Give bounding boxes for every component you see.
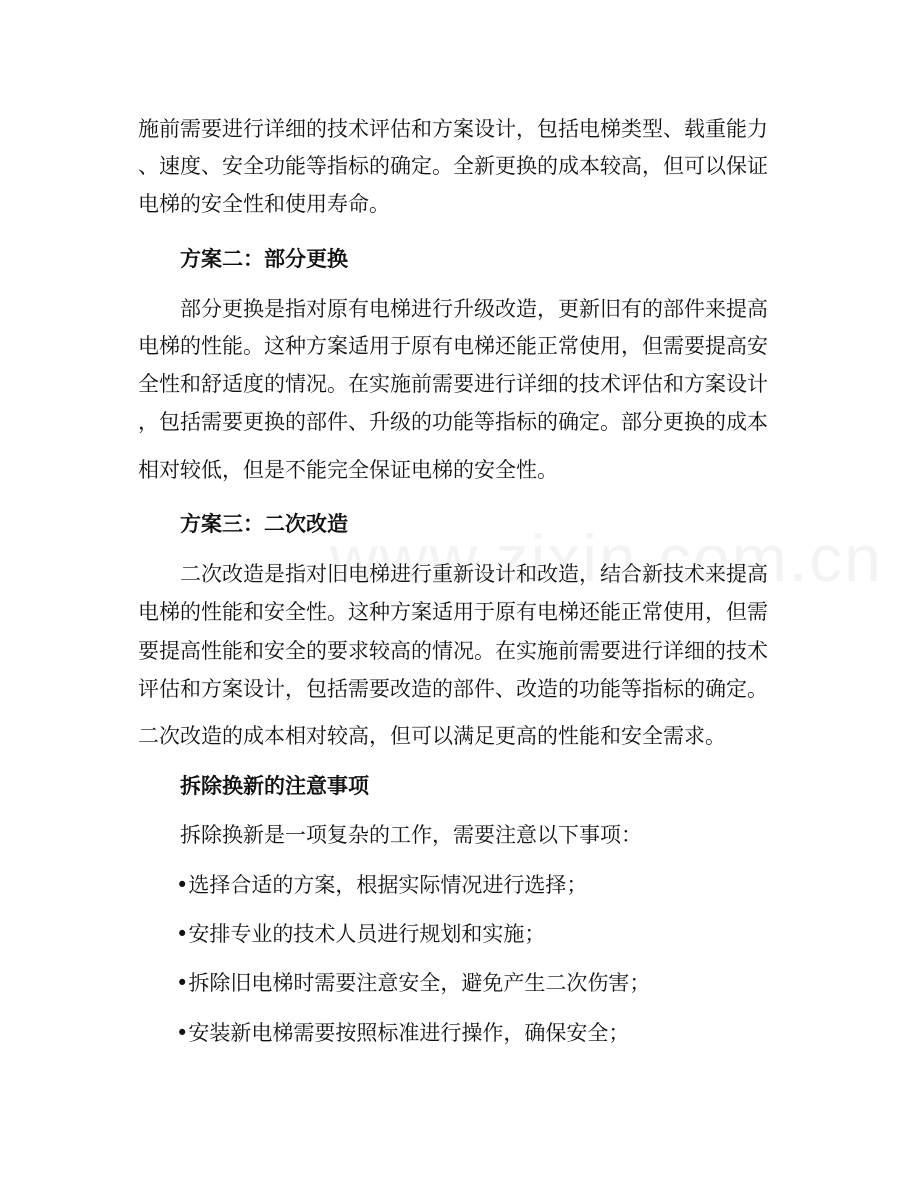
paragraph-line: 、速度、安全功能等指标的确定。全新更换的成本较高，但可以保证: [138, 154, 768, 178]
bullet-item: •选择合适的方案，根据实际情况进行选择；: [176, 873, 588, 897]
bullet-item: •拆除旧电梯时需要注意安全，避免产生二次伤害；: [176, 971, 651, 995]
paragraph-line: 电梯的性能和安全性。这种方案适用于原有电梯还能正常使用，但需: [138, 600, 768, 624]
paragraph-line: 电梯的安全性和使用寿命。: [138, 192, 390, 216]
paragraph-line: 二次改造是指对旧电梯进行重新设计和改造，结合新技术来提高: [180, 562, 768, 586]
section-heading-plan-three: 方案三：二次改造: [180, 512, 348, 536]
paragraph-line: ，包括需要更换的部件、升级的功能等指标的确定。部分更换的成本: [138, 410, 768, 434]
paragraph-line: 部分更换是指对原有电梯进行升级改造，更新旧有的部件来提高: [180, 297, 768, 321]
section-heading-plan-two: 方案二：部分更换: [180, 247, 348, 271]
paragraph-line: 施前需要进行详细的技术评估和方案设计，包括电梯类型、载重能力: [138, 117, 768, 141]
bullet-item: •安排专业的技术人员进行规划和实施；: [176, 922, 546, 946]
paragraph-line: 相对较低，但是不能完全保证电梯的安全性。: [138, 458, 558, 482]
paragraph-line: 评估和方案设计，包括需要改造的部件、改造的功能等指标的确定。: [138, 677, 768, 701]
paragraph-line: 拆除换新是一项复杂的工作，需要注意以下事项：: [180, 823, 642, 847]
paragraph-line: 二次改造的成本相对较高，但可以满足更高的性能和安全需求。: [138, 724, 726, 748]
paragraph-line: 电梯的性能。这种方案适用于原有电梯还能正常使用，但需要提高安: [138, 334, 768, 358]
section-heading-removal-notes: 拆除换新的注意事项: [180, 774, 369, 798]
bullet-item: •安装新电梯需要按照标准进行操作，确保安全；: [176, 1021, 630, 1045]
paragraph-line: 全性和舒适度的情况。在实施前需要进行详细的技术评估和方案设计: [138, 372, 768, 396]
paragraph-line: 要提高性能和安全的要求较高的情况。在实施前需要进行详细的技术: [138, 639, 768, 663]
